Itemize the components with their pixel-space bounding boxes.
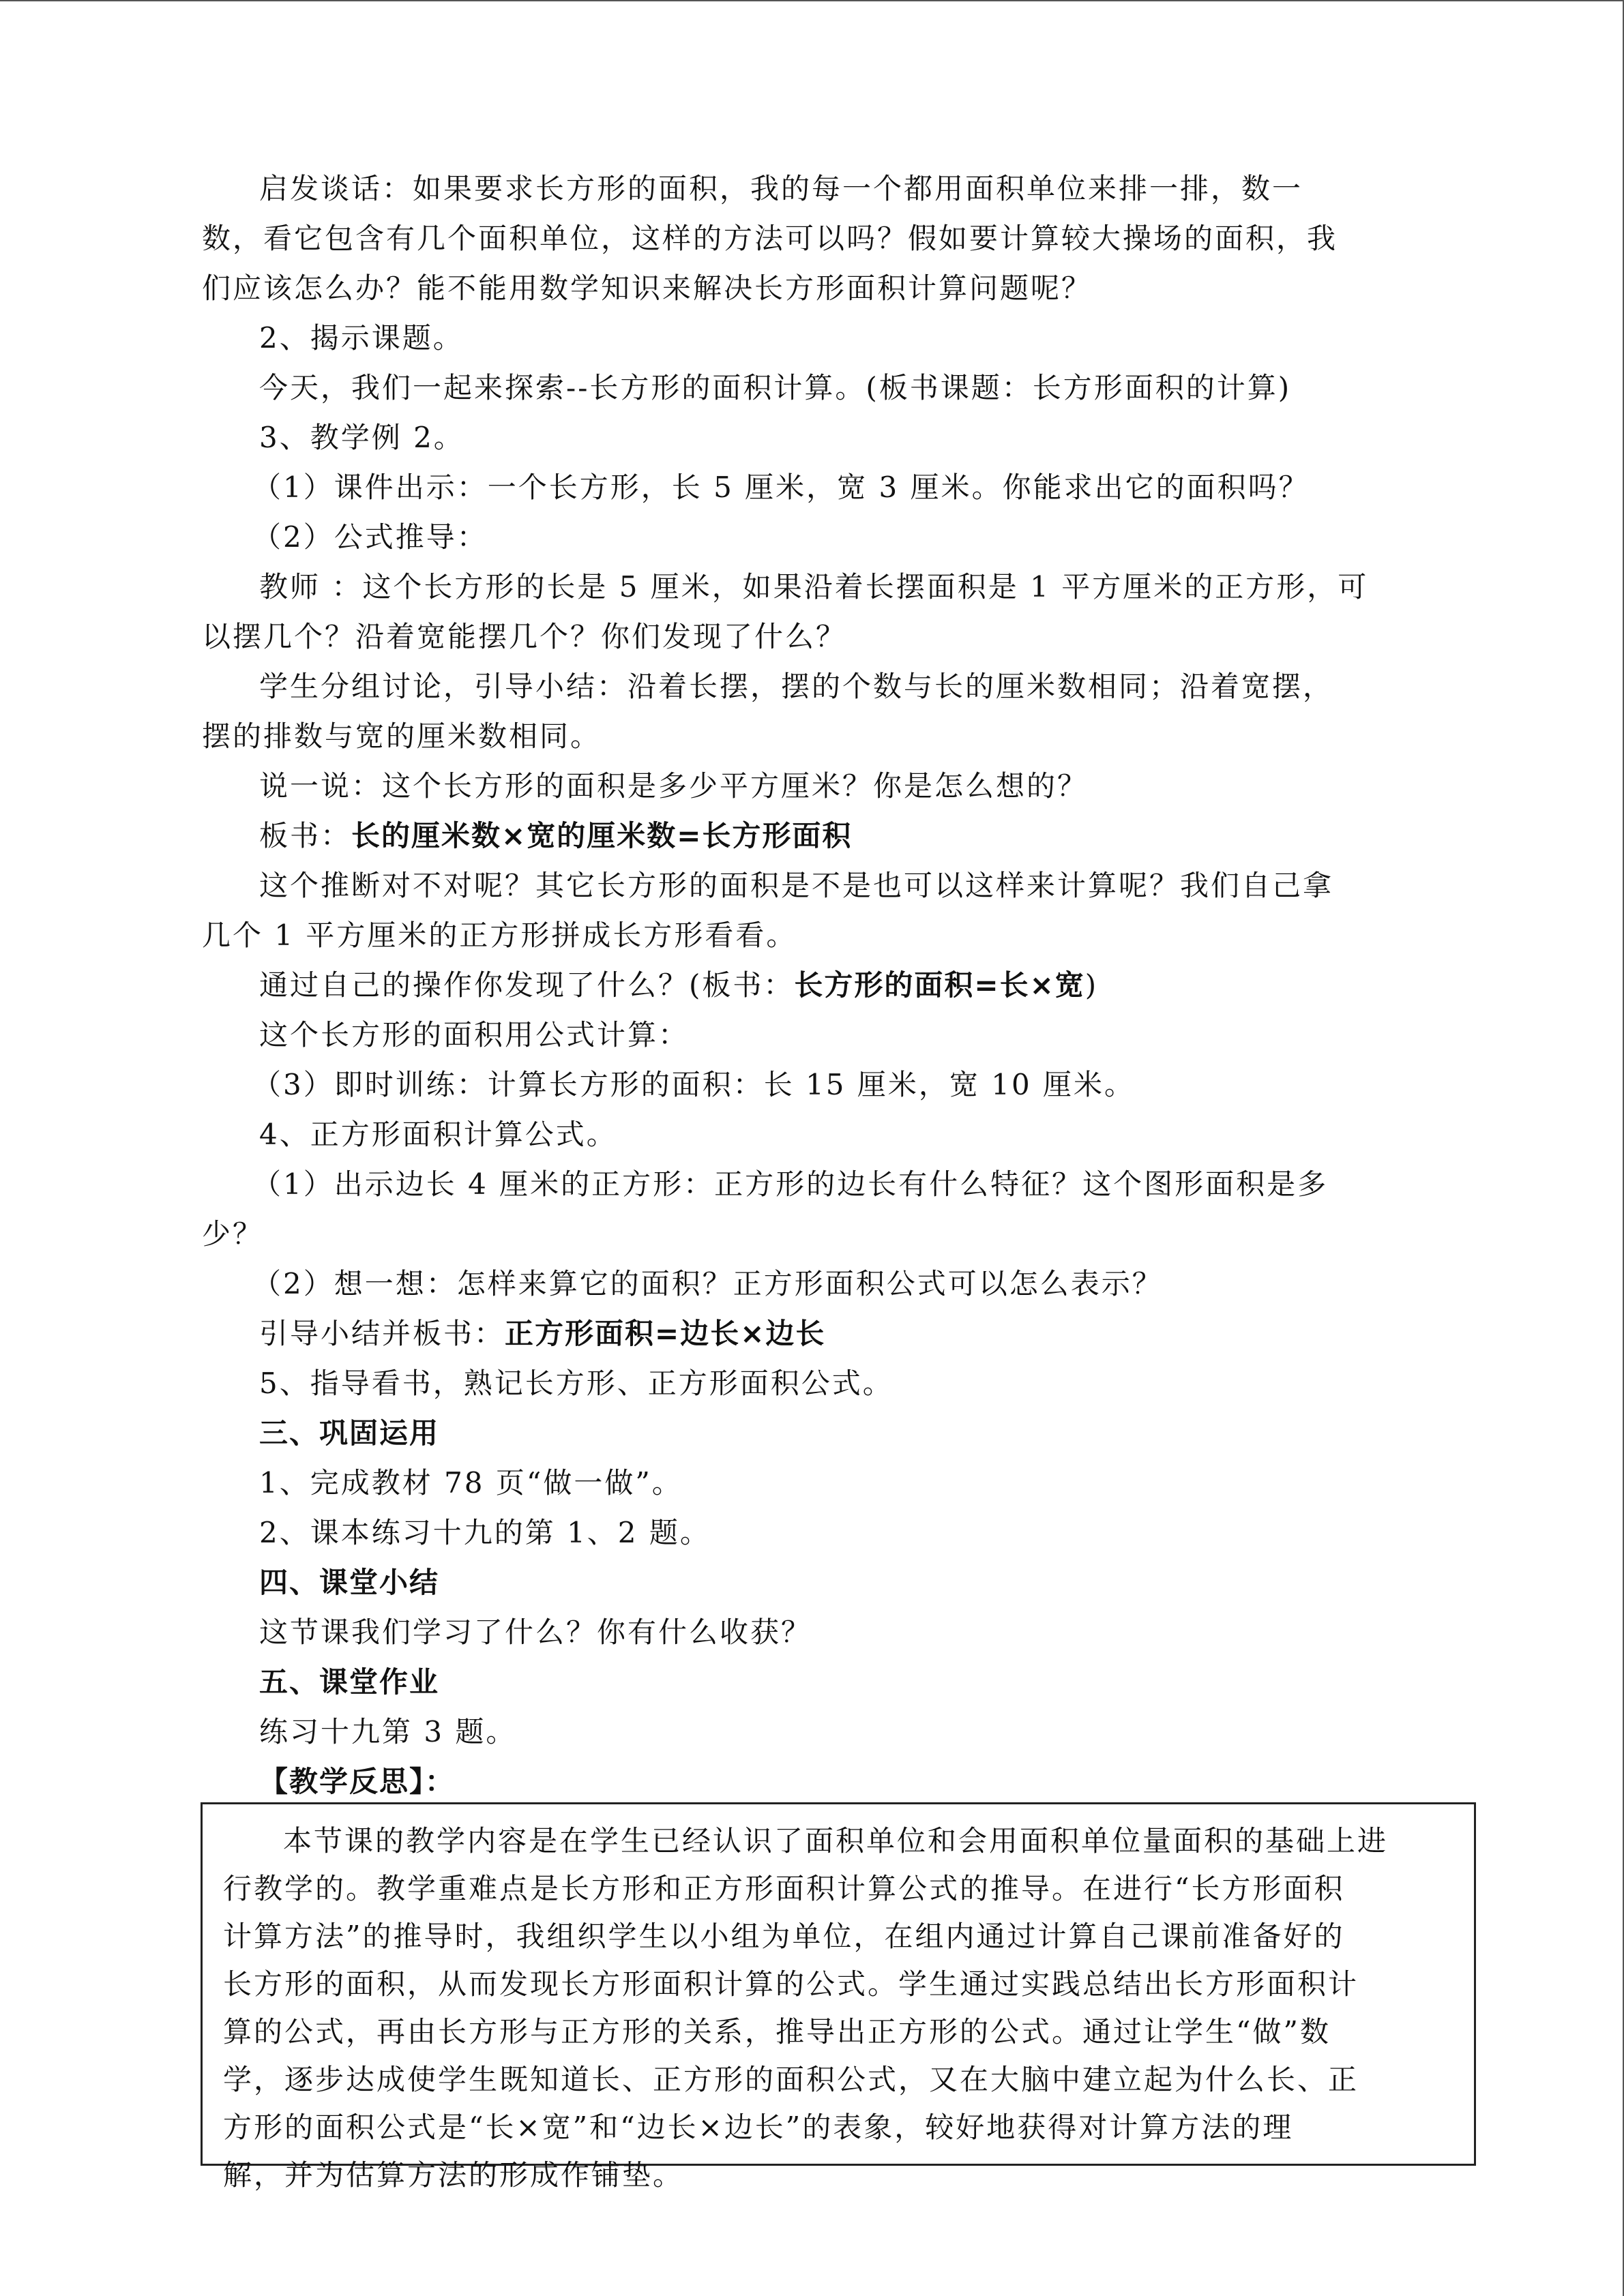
paragraph-line: （1）课件出示：一个长方形，长 5 厘米，宽 3 厘米。你能求出它的面积吗？	[252, 471, 1310, 504]
board-note-line	[202, 960, 1423, 1010]
paragraph-line: 数，看它包含有几个面积单位，这样的方法可以吗？假如要计算较大操场的面积，我	[202, 222, 1338, 255]
section-heading	[202, 1657, 1423, 1707]
reflection-line: 长方形的面积，从而发现长方形面积计算的公式。学生通过实践总结出长方形面积计	[223, 1967, 1359, 2001]
section-heading	[202, 1757, 1423, 1806]
reflection-line: 计算方法”的推导时，我组织学生以小组为单位，在组内通过计算自己课前准备好的	[223, 1920, 1345, 1953]
section-heading	[202, 1557, 1423, 1607]
line-text: 板书：	[259, 819, 352, 852]
section-heading	[202, 1408, 1423, 1458]
paragraph-line: 这节课我们学习了什么？你有什么收获？	[259, 1615, 812, 1649]
section-heading-text: 三、巩固运用	[259, 1416, 440, 1450]
formula-text: 正方形面积=边长×边长	[505, 1317, 826, 1350]
line-text: 通过自己的操作你发现了什么？(板书：	[259, 968, 795, 1002]
reflection-box	[201, 1802, 1476, 2192]
page-border-top	[0, 0, 1624, 1]
paragraph-line: 几个 1 平方厘米的正方形拼成长方形看看。	[202, 919, 797, 952]
paragraph-line: 学生分组讨论，引导小结：沿着长摆，摆的个数与长的厘米数相同；沿着宽摆，	[259, 670, 1334, 703]
paragraph-line: 今天，我们一起来探索--长方形的面积计算。(板书课题：长方形面积的计算)	[259, 371, 1292, 404]
formula-text: 长方形的面积=长×宽	[794, 968, 1085, 1002]
paragraph-line: （2）想一想：怎样来算它的面积？正方形面积公式可以怎么表示？	[252, 1267, 1163, 1300]
line-text: 引导小结并板书：	[259, 1317, 505, 1350]
paragraph-line: 练习十九第 3 题。	[259, 1715, 517, 1748]
paragraph-line: 们应该怎么办？能不能用数学知识来解决长方形面积计算问题呢？	[202, 271, 1093, 305]
paragraph-line: 3、教学例 2。	[259, 421, 464, 454]
paragraph-line: 说一说：这个长方形的面积是多少平方厘米？你是怎么想的？	[259, 769, 1089, 803]
section-heading-text: 【教学反思】：	[259, 1765, 456, 1798]
reflection-line: 解，并为估算方法的形成作铺垫。	[223, 2158, 684, 2192]
paragraph-line: （2）公式推导：	[252, 520, 488, 554]
paragraph-line: 4、正方形面积计算公式。	[259, 1118, 617, 1151]
paragraph-line: 以摆几个？沿着宽能摆几个？你们发现了什么？	[202, 620, 847, 653]
reflection-line: 算的公式，再由长方形与正方形的关系，推导出正方形的公式。通过让学生“做”数	[223, 2015, 1331, 2048]
paragraph-line: 2、揭示课题。	[259, 321, 464, 355]
paragraph-line: 摆的排数与宽的厘米数相同。	[202, 719, 602, 753]
reflection-line: 学，逐步达成使学生既知道长、正方形的面积公式，又在大脑中建立起为什么长、正	[223, 2063, 1359, 2096]
paragraph-line: 5、指导看书，熟记长方形、正方形面积公式。	[259, 1367, 894, 1400]
paragraph-line: （1）出示边长 4 厘米的正方形：正方形的边长有什么特征？这个图形面积是多	[252, 1167, 1329, 1201]
paragraph-line: 启发谈话：如果要求长方形的面积，我的每一个都用面积单位来排一排，数一	[259, 172, 1303, 205]
paragraph-line: 这个长方形的面积用公式计算：	[259, 1018, 690, 1052]
section-heading-text: 五、课堂作业	[259, 1665, 440, 1699]
board-note-line	[202, 811, 1423, 861]
formula-text: 长的厘米数×宽的厘米数=长方形面积	[351, 819, 853, 852]
reflection-line: 方形的面积公式是“长×宽”和“边长×边长”的表象，较好地获得对计算方法的理	[223, 2111, 1294, 2144]
paragraph-line: （3）即时训练：计算长方形的面积：长 15 厘米，宽 10 厘米。	[252, 1068, 1136, 1101]
paragraph-line: 这个推断对不对呢？其它长方形的面积是不是也可以这样来计算呢？我们自己拿	[259, 869, 1334, 902]
board-note-line	[202, 1309, 1423, 1358]
paragraph-line: 少？	[202, 1217, 264, 1251]
paragraph-line: 2、课本练习十九的第 1、2 题。	[259, 1516, 711, 1549]
section-heading-text: 四、课堂小结	[259, 1566, 440, 1599]
paragraph-line: 1、完成教材 78 页“做一做”。	[259, 1466, 683, 1500]
lesson-body	[202, 164, 1423, 1806]
line-text: )	[1084, 968, 1099, 1002]
paragraph-line: 教师 ：这个长方形的长是 5 厘米，如果沿着长摆面积是 1 平方厘米的正方形，可	[259, 570, 1369, 603]
reflection-line: 本节课的教学内容是在学生已经认识了面积单位和会用面积单位量面积的基础上进	[283, 1824, 1389, 1858]
reflection-line: 行教学的。教学重难点是长方形和正方形面积计算公式的推导。在进行“长方形面积	[223, 1872, 1345, 1905]
